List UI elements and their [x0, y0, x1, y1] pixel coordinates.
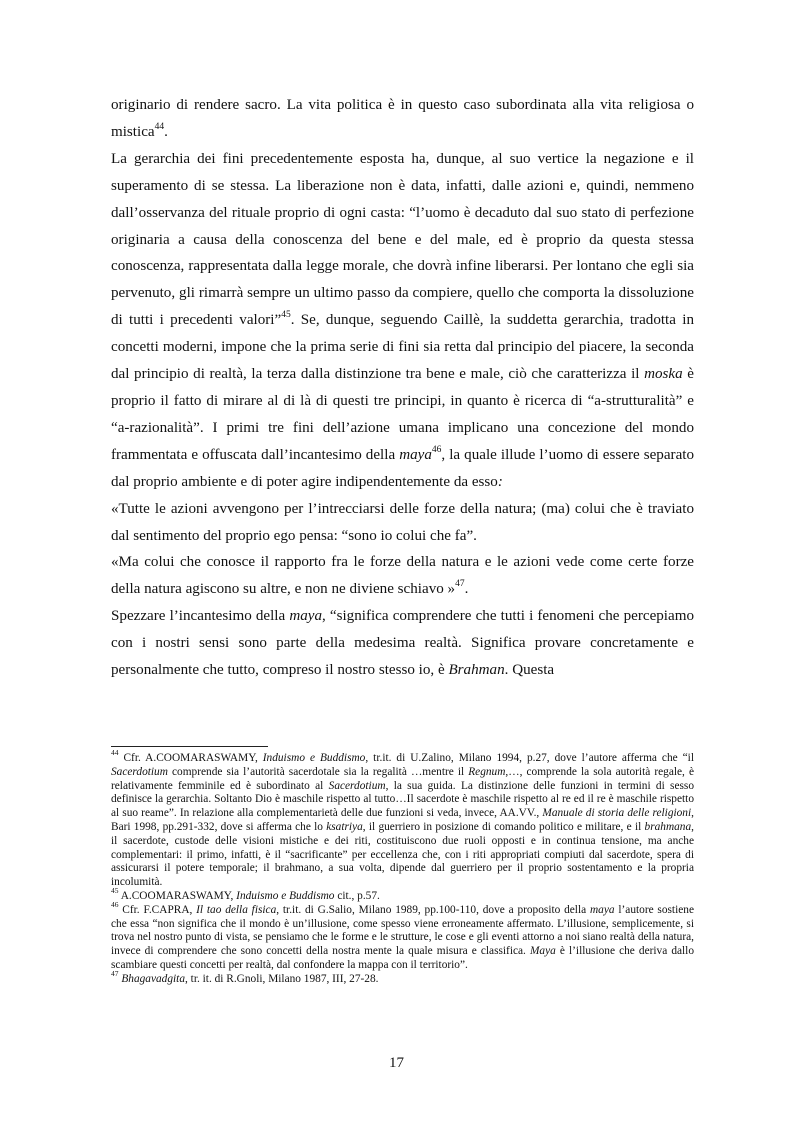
- footnote-47: $^{47}$ Bhagavadgita, tr. it. di R.Gnoli, Milano 1987, III, 27-28.: [111, 968, 379, 985]
- paragraph: originario di rendere sacro. La vita politica è in questo caso subordinata alla vita religiosa o mistica$^{44}$.: [111, 97, 694, 140]
- page-number: 17: [389, 1055, 404, 1071]
- footnotes: [111, 748, 695, 987]
- footnote-ref: 44: [154, 121, 165, 132]
- footnote-ref: 46: [431, 444, 442, 455]
- footnote-45: $^{45}$ A.COOMARASWAMY, Induismo e Buddismo cit., p.57.: [111, 886, 380, 902]
- paragraph: Spezzare l’incantesimo della maya, “significa comprendere che tutti i fenomeni che percepiamo con i nostri sensi sono parte della medesima realtà. Significa provare concretamente e personalmente che tutto, compreso il nostro stesso io, è Brahman. Questa: [111, 608, 694, 679]
- quote-paragraph: «Tutte le azioni avvengono per l’intrecciarsi delle forze della natura; (ma) colui che è traviato dal sentimento del proprio ego pensa: “sono io colui che fa”.: [111, 500, 694, 544]
- footnote-ref: 47: [455, 579, 465, 590]
- footnote-46: $^{46}$ Cfr. F.CAPRA, Il tao della fisica, tr.it. di G.Salio, Milano 1989, pp.100-110, dove a proposito della maya l’autore sostiene che essa “non significa che il mondo è un’illusione, come spesso viene erroneamente affermato. L’illusione, semplicemente, si trova nel nostro punto di vista, se pensiamo che le forme e le strutture, le cose e gli eventi attorno a noi siano realtà della natura, invece di comprendere che sono concetti della nostra mente la quale misura e classifica. Maya è l’illusione che deriva dallo scambiare questi concetti per realtà, dal confondere la mappa con il territorio”.: [111, 899, 695, 971]
- footnote-ref: 45: [281, 310, 291, 321]
- footnote-44: $^{44}$ Cfr. A.COOMARASWAMY, Induismo e Buddismo, tr.it. di U.Zalino, Milano 1994, p.27, dove l’autore afferma che “il Sacerdotium comprende sia l’autorità sacerdotale sia la regalità …mentre il Regnum,…, comprende la sola autorità regale, è relativamente femminile ed è subordinato al Sacerdotium, la sua guida. La distinzione delle funzioni in termini di sesso definisce la gerarchia. Soltanto Dio è maschile rispetto al tutto…Il sacerdote è maschile rispetto al re ed il re è maschile rispetto al suo reame”. In relazione alla complementarietà delle due funzioni si veda, invece, AA.VV., Manuale di storia delle religioni, Bari 1998, pp.291-332, dove si afferma che lo ksatriya, il guerriero in posizione di comando politico e militare, e il brahmana, il sacerdote, custode delle visioni mistiche e dei riti, costituiscono due ruoli opposti e in continua tensione, ma anche complementari: il primo, infatti, è il “sacrificante” per eccellenza che, con i riti appropriati compiuti dal sacerdote, spera di assicurarsi il potere temporale; il brahmano, a sua volta, dipende dal guerriero per il proprio sostentamento e la propria incolumità.: [111, 748, 694, 889]
- paragraph: La gerarchia dei fini precedentemente esposta ha, dunque, al suo vertice la negazione e il superamento di se stessa. La liberazione non è data, infatti, dalle azioni e, quindi, nemmeno dall’osservanza del rituale proprio di ogni casta: “l’uomo è decaduto dal suo stato di perfezione originaria a causa della conoscenza del bene e del male, ed è proprio da questa stessa conoscenza, rappresentata dalla legge morale, che dovrà infine liberarsi. Per lontano che egli sia pervenuto, gli rimarrà sempre un ultimo passo da compiere, quello che comporta la dissoluzione di tutti i precedenti valori”$^{45}$. Se, dunque, seguendo Caillè, la suddetta gerarchia, tradotta in concetti moderni, impone che la prima serie di fini sia retta dal principio del piacere, la seconda dal principio di realtà, la terza dalla distinzione tra bene e male, ciò che caratterizza il moska è proprio il fatto di mirare al di là di questi tre principi, in quanto è ricerca di “a-strutturalità” e “a-razionalità”. I primi tre fini dell’azione umana implicano una concezione del mondo frammentata e offuscata dall’incantesimo della maya$^{46}$, la quale illude l’uomo di essere separato dal proprio ambiente e di poter agire indipendentemente da esso:: [111, 150, 695, 490]
- footnote-separator: [111, 746, 268, 747]
- quote-paragraph: «Ma colui che conosce il rapporto fra le forze della natura e le azioni vede come certe forze della natura agiscono su altre, e non ne diviene schiavo »$^{47}$.: [111, 554, 694, 598]
- main-text: [111, 92, 694, 684]
